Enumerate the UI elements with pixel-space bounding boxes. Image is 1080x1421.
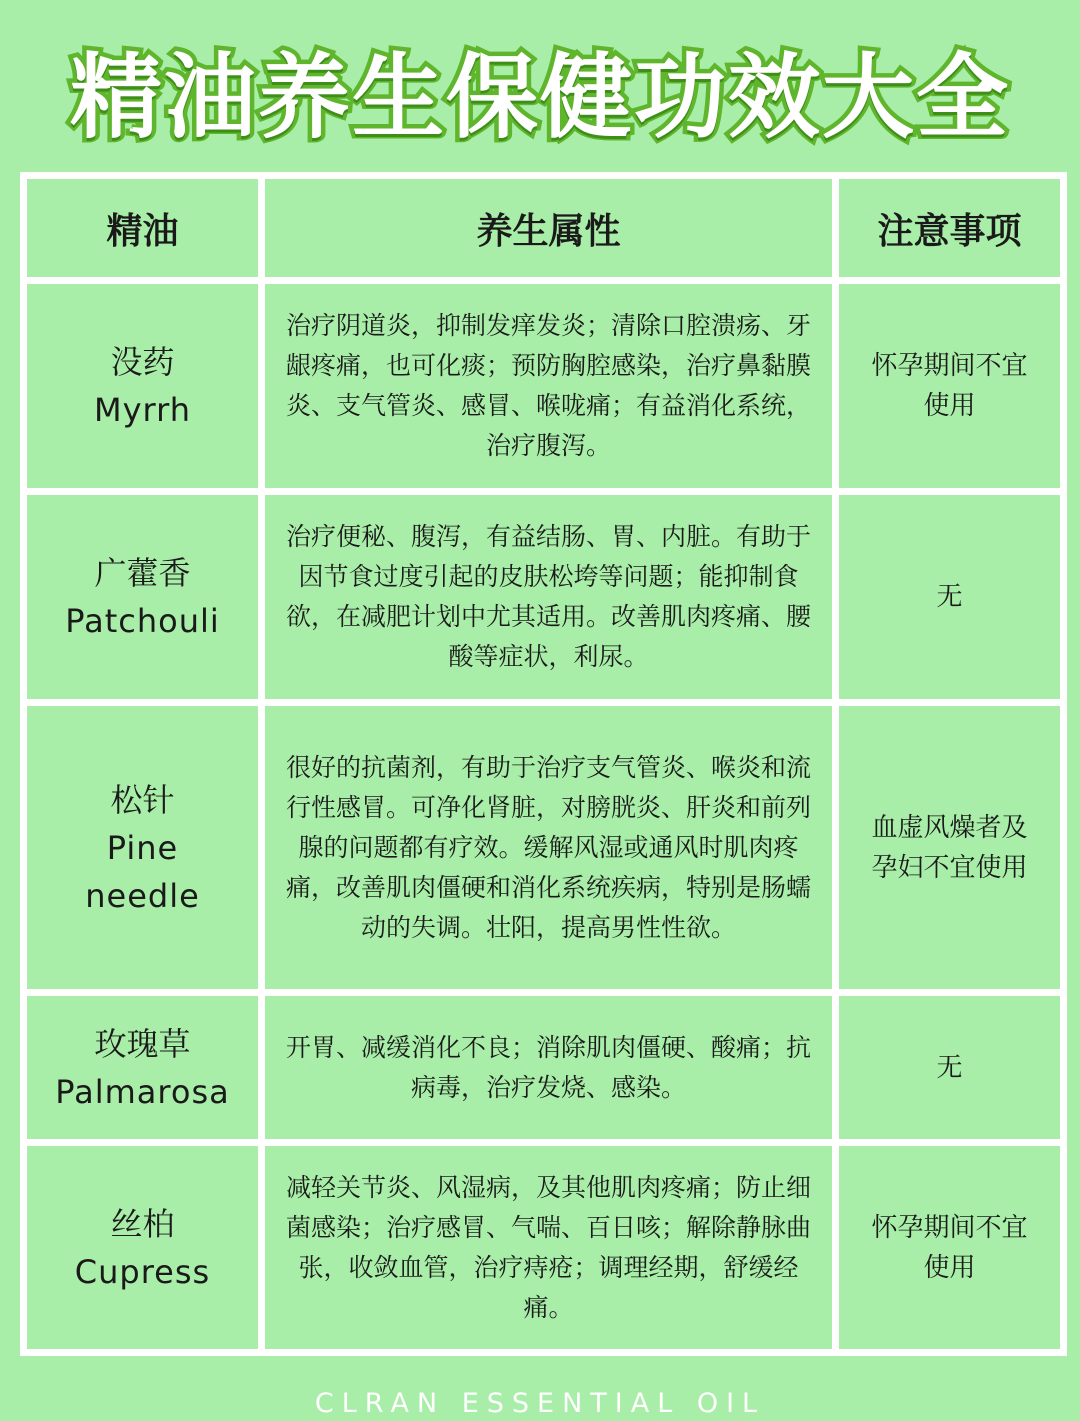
oil-name-cn: 玫瑰草 [94, 1024, 191, 1063]
oil-notes: 无 [836, 993, 1064, 1143]
oil-name-en: Palmarosa [55, 1072, 230, 1111]
oil-notes: 无 [836, 492, 1064, 703]
oil-notes: 怀孕期间不宜使用 [836, 1143, 1064, 1353]
oil-properties: 很好的抗菌剂，有助于治疗支气管炎、喉炎和流行性感冒。可净化肾脏，对膀胱炎、肝炎和前列腺的问题都有疗效。缓解风湿或通风时肌肉疼痛，改善肌肉僵硬和消化系统疾病，特别是肠蠕动的失调。壮阳，提高男性性欲。 [262, 703, 836, 993]
header-notes: 注意事项 [836, 176, 1064, 281]
oil-name-en: Pine needle [85, 828, 200, 915]
oil-notes: 血虚风燥者及孕妇不宜使用 [836, 703, 1064, 993]
header-oil: 精油 [24, 176, 262, 281]
brand-footer: CLRAN ESSENTIAL OIL [314, 1388, 766, 1419]
table-header-row [24, 176, 1064, 281]
oil-properties: 减轻关节炎、风湿病，及其他肌肉疼痛；防止细菌感染；治疗感冒、气喘、百日咳；解除静脉曲张，收敛血管，治疗痔疮；调理经期，舒缓经痛。 [262, 1143, 836, 1353]
oil-name-cell [24, 703, 262, 993]
header-properties: 养生属性 [262, 176, 836, 281]
table-row [24, 1143, 1064, 1353]
oil-name-en: Patchouli [65, 602, 220, 640]
oil-name-en: Myrrh [93, 391, 191, 429]
oil-name-cell [24, 281, 262, 492]
oil-name-cell [24, 993, 262, 1143]
oil-notes: 怀孕期间不宜使用 [836, 281, 1064, 492]
oil-name-cn: 广藿香 [94, 554, 191, 592]
page-title: 精油养生保健功效大全 [69, 44, 1010, 151]
oil-properties: 开胃、减缓消化不良；消除肌肉僵硬、酸痛；抗病毒，治疗发烧、感染。 [262, 993, 836, 1143]
oil-name-en: Cupress [74, 1252, 211, 1291]
oil-name-cell [24, 1143, 262, 1353]
table-row [24, 492, 1064, 703]
oil-name-cell [24, 492, 262, 703]
table-row [24, 993, 1064, 1143]
essential-oil-table [20, 172, 1067, 1356]
oil-properties: 治疗便秘、腹泻，有益结肠、胃、内脏。有助于因节食过度引起的皮肤松垮等问题；能抑制食欲，在减肥计划中尤其适用。改善肌肉疼痛、腰酸等症状，利尿。 [262, 492, 836, 703]
oil-name-cn: 松针 [110, 780, 175, 819]
table-row [24, 281, 1064, 492]
oil-name-cn: 没药 [110, 343, 175, 381]
oil-properties: 治疗阴道炎，抑制发痒发炎；清除口腔溃疡、牙龈疼痛，也可化痰；预防胸腔感染，治疗鼻黏膜炎、支气管炎、感冒、喉咙痛；有益消化系统，治疗腹泻。 [262, 281, 836, 492]
oil-name-cn: 丝柏 [110, 1204, 175, 1243]
table-row [24, 703, 1064, 993]
